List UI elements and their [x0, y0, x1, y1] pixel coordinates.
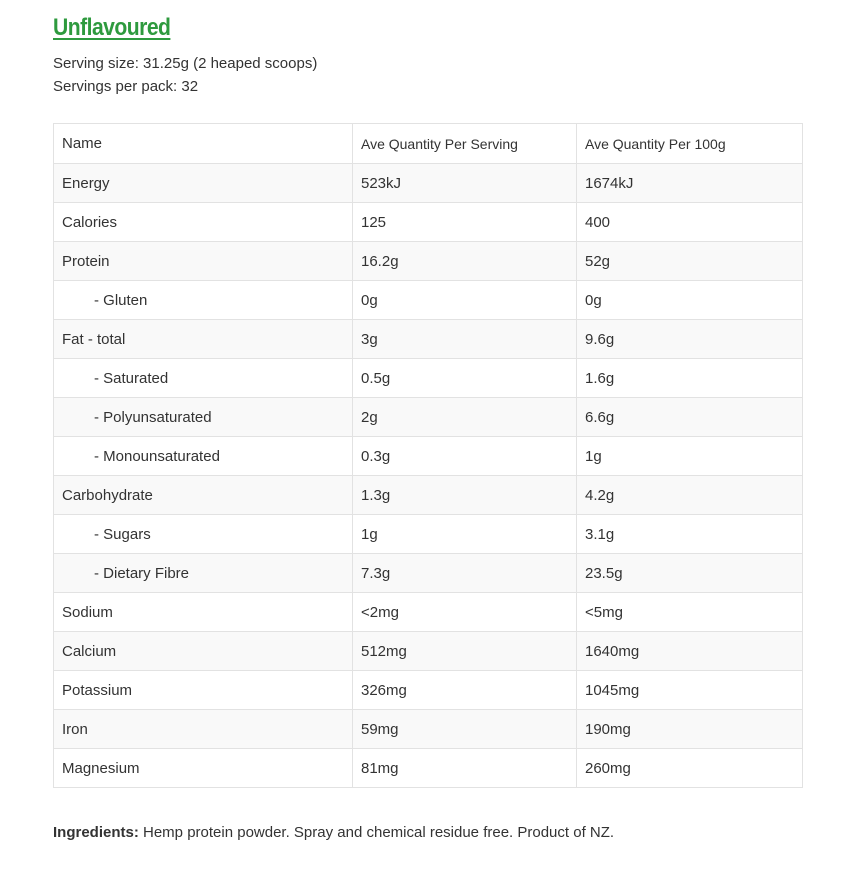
- per-100g-value: 1g: [577, 437, 803, 476]
- per-serving-value: <2mg: [353, 593, 577, 632]
- nutrient-name: - Sugars: [54, 515, 353, 554]
- column-header-per-100g: Ave Quantity Per 100g: [577, 124, 803, 164]
- nutrient-name: Calcium: [54, 632, 353, 671]
- per-100g-value: 9.6g: [577, 320, 803, 359]
- per-serving-value: 0.3g: [353, 437, 577, 476]
- per-serving-value: 3g: [353, 320, 577, 359]
- per-serving-value: 1.3g: [353, 476, 577, 515]
- nutrient-name: Potassium: [54, 671, 353, 710]
- per-100g-value: 6.6g: [577, 398, 803, 437]
- per-serving-value: 1g: [353, 515, 577, 554]
- nutrient-name: Sodium: [54, 593, 353, 632]
- per-serving-value: 512mg: [353, 632, 577, 671]
- per-100g-value: 260mg: [577, 749, 803, 788]
- per-serving-value: 523kJ: [353, 164, 577, 203]
- nutrient-name: Protein: [54, 242, 353, 281]
- nutrient-name: Magnesium: [54, 749, 353, 788]
- nutrient-name: - Monounsaturated: [54, 437, 353, 476]
- table-row: [54, 593, 803, 632]
- ingredients-value: Hemp protein powder. Spray and chemical residue free. Product of NZ.: [138, 824, 615, 841]
- per-100g-value: 23.5g: [577, 554, 803, 593]
- per-100g-value: 0g: [577, 281, 803, 320]
- table-header-row: [54, 124, 803, 164]
- per-serving-value: 0.5g: [353, 359, 577, 398]
- per-100g-value: 52g: [577, 242, 803, 281]
- table-row: [54, 554, 803, 593]
- per-100g-value: 3.1g: [577, 515, 803, 554]
- table-row: [54, 671, 803, 710]
- table-row: [54, 281, 803, 320]
- nutrient-name: Carbohydrate: [54, 476, 353, 515]
- per-100g-value: 190mg: [577, 710, 803, 749]
- ingredients-label: Ingredients:: [53, 824, 139, 841]
- table-row: [54, 320, 803, 359]
- table-row: [54, 710, 803, 749]
- table-row: [54, 437, 803, 476]
- nutrition-table: [53, 123, 803, 788]
- nutrient-name: - Polyunsaturated: [54, 398, 353, 437]
- per-100g-value: 4.2g: [577, 476, 803, 515]
- per-serving-value: 59mg: [353, 710, 577, 749]
- table-row: [54, 476, 803, 515]
- table-row: [54, 203, 803, 242]
- nutrient-name: Iron: [54, 710, 353, 749]
- ingredients-text: [53, 824, 614, 841]
- per-100g-value: 1045mg: [577, 671, 803, 710]
- per-serving-value: 326mg: [353, 671, 577, 710]
- table-row: [54, 359, 803, 398]
- per-100g-value: 1674kJ: [577, 164, 803, 203]
- nutrient-name: Calories: [54, 203, 353, 242]
- per-serving-value: 7.3g: [353, 554, 577, 593]
- per-serving-value: 2g: [353, 398, 577, 437]
- nutrient-name: Energy: [54, 164, 353, 203]
- nutrient-name: - Gluten: [54, 281, 353, 320]
- serving-size: Serving size: 31.25g (2 heaped scoops): [53, 55, 318, 72]
- servings-per-pack: Servings per pack: 32: [53, 78, 199, 95]
- column-header-per-serving: Ave Quantity Per Serving: [353, 124, 577, 164]
- product-variant-title: Unflavoured: [53, 14, 171, 41]
- per-100g-value: <5mg: [577, 593, 803, 632]
- table-row: [54, 398, 803, 437]
- table-row: [54, 242, 803, 281]
- per-100g-value: 400: [577, 203, 803, 242]
- per-serving-value: 125: [353, 203, 577, 242]
- nutrient-name: Fat - total: [54, 320, 353, 359]
- table-row: [54, 515, 803, 554]
- nutrient-name: - Dietary Fibre: [54, 554, 353, 593]
- per-100g-value: 1.6g: [577, 359, 803, 398]
- table-row: [54, 164, 803, 203]
- table-row: [54, 632, 803, 671]
- per-100g-value: 1640mg: [577, 632, 803, 671]
- column-header-name: Name: [54, 124, 353, 164]
- nutrient-name: - Saturated: [54, 359, 353, 398]
- per-serving-value: 81mg: [353, 749, 577, 788]
- per-serving-value: 16.2g: [353, 242, 577, 281]
- per-serving-value: 0g: [353, 281, 577, 320]
- table-row: [54, 749, 803, 788]
